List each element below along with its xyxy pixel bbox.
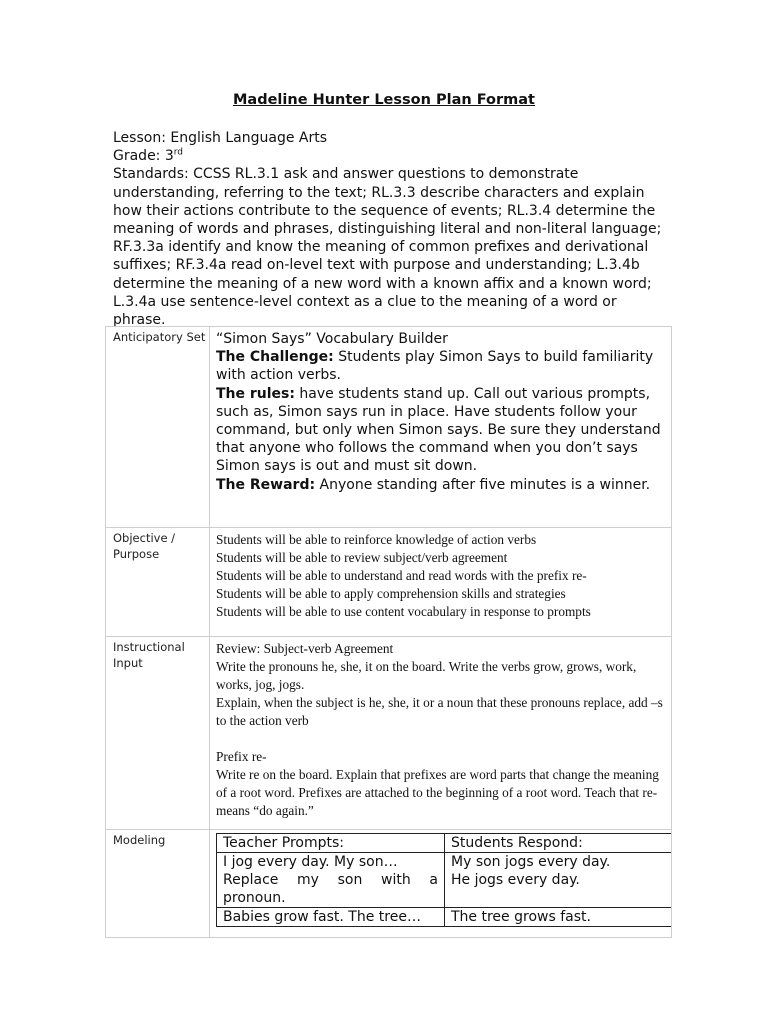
students-respond-header: Students Respond: — [445, 834, 672, 853]
objective-item: Students will be able to understand and read words with the prefix re- — [216, 568, 587, 583]
teacher-prompt — [217, 853, 445, 908]
objective-item: Students will be able to use content vocabulary in response to prompts — [216, 604, 591, 619]
rules-label: The rules: — [216, 385, 295, 402]
teacher-prompt: Babies grow fast. The tree… — [217, 908, 445, 927]
modeling-row-item — [217, 908, 672, 927]
grade-line — [113, 147, 673, 165]
challenge-label: The Challenge: — [216, 349, 334, 366]
teacher-prompts-header: Teacher Prompts: — [217, 834, 445, 853]
modeling-content — [210, 830, 672, 938]
teacher-prompt-line: Replace my son with a pronoun. — [223, 872, 438, 906]
teacher-prompt-line: I jog every day. My son… — [223, 854, 398, 870]
lesson-line: Lesson: English Language Arts — [113, 130, 328, 146]
review-title: Review: Subject-verb Agreement — [216, 641, 394, 656]
activity-heading: “Simon Says” Vocabulary Builder — [216, 331, 448, 347]
prefix-title: Prefix re- — [216, 749, 267, 764]
objective-content — [210, 528, 672, 637]
student-response-line: He jogs every day. — [451, 872, 580, 888]
modeling-row-item — [217, 853, 672, 908]
reward-text: Anyone standing after five minutes is a winner. — [315, 476, 651, 493]
grade-suffix: rd — [173, 147, 184, 158]
row-label-instructional: Instructional Input — [106, 637, 210, 830]
modeling-table — [216, 833, 672, 927]
review-paragraph-1: Write the pronouns he, she, it on the board. Write the verbs grow, grows, work, works, jog, jogs. — [216, 659, 637, 692]
row-label-anticipatory: Anticipatory Set — [106, 327, 210, 528]
reward-paragraph — [216, 476, 665, 494]
objective-item: Students will be able to reinforce knowledge of action verbs — [216, 532, 537, 547]
row-label-objective: Objective / Purpose — [106, 528, 210, 637]
anticipatory-set-row — [106, 327, 672, 528]
document-title: Madeline Hunter Lesson Plan Format — [233, 92, 535, 108]
student-response-line: My son jogs every day. — [451, 854, 611, 870]
student-response — [445, 853, 672, 908]
instructional-input-row — [106, 637, 672, 830]
lesson-plan-table — [105, 326, 672, 938]
review-paragraph-2: Explain, when the subject is he, she, it or a noun that these pronouns replace, add –s to the action verb — [216, 695, 663, 728]
instructional-content — [210, 637, 672, 830]
anticipatory-content — [210, 327, 672, 528]
student-response: The tree grows fast. — [445, 908, 672, 927]
lesson-header — [113, 129, 673, 329]
objective-item: Students will be able to apply comprehension skills and strategies — [216, 586, 566, 601]
grade-text: Grade: 3 — [113, 148, 174, 165]
objective-row — [106, 528, 672, 637]
row-label-modeling: Modeling — [106, 830, 210, 938]
rules-paragraph — [216, 385, 665, 476]
paragraph-gap — [216, 730, 665, 748]
modeling-header-row — [217, 834, 672, 853]
standards-text: Standards: CCSS RL.3.1 ask and answer questions to demonstrate understanding, referring to the text; RL.3.3 describe characters and explain how their actions contribute to the sequence of events; RL.3.4 determine the meaning of words and phrases, distinguishing literal and non-literal language; RF.3.3a identify and know the meaning of common prefixes and derivational suffixes; RF.3.4a read on-level text with purpose and understanding; L.3.4b determine the meaning of a new word with a known affix and a known word; L.3.4a use sentence-level context as a clue to the meaning of a word or phrase. — [113, 166, 662, 329]
objective-item: Students will be able to review subject/verb agreement — [216, 550, 508, 565]
rules-text: have students stand up. Call out various prompts, such as, Simon says run in place. Have students follow your command, but only when Simon says. Be sure they understand that anyone who follows the command when you don’t says Simon says is out and must sit down. — [216, 385, 661, 475]
challenge-text: Students play Simon Says to build familiarity with action verbs. — [216, 349, 654, 384]
modeling-row — [106, 830, 672, 938]
reward-label: The Reward: — [216, 476, 316, 493]
prefix-paragraph: Write re on the board. Explain that prefixes are word parts that change the meaning of a root word. Prefixes are attached to the beginning of a root word. Teach that re- means “do again.” — [216, 767, 659, 818]
challenge-paragraph — [216, 348, 665, 384]
